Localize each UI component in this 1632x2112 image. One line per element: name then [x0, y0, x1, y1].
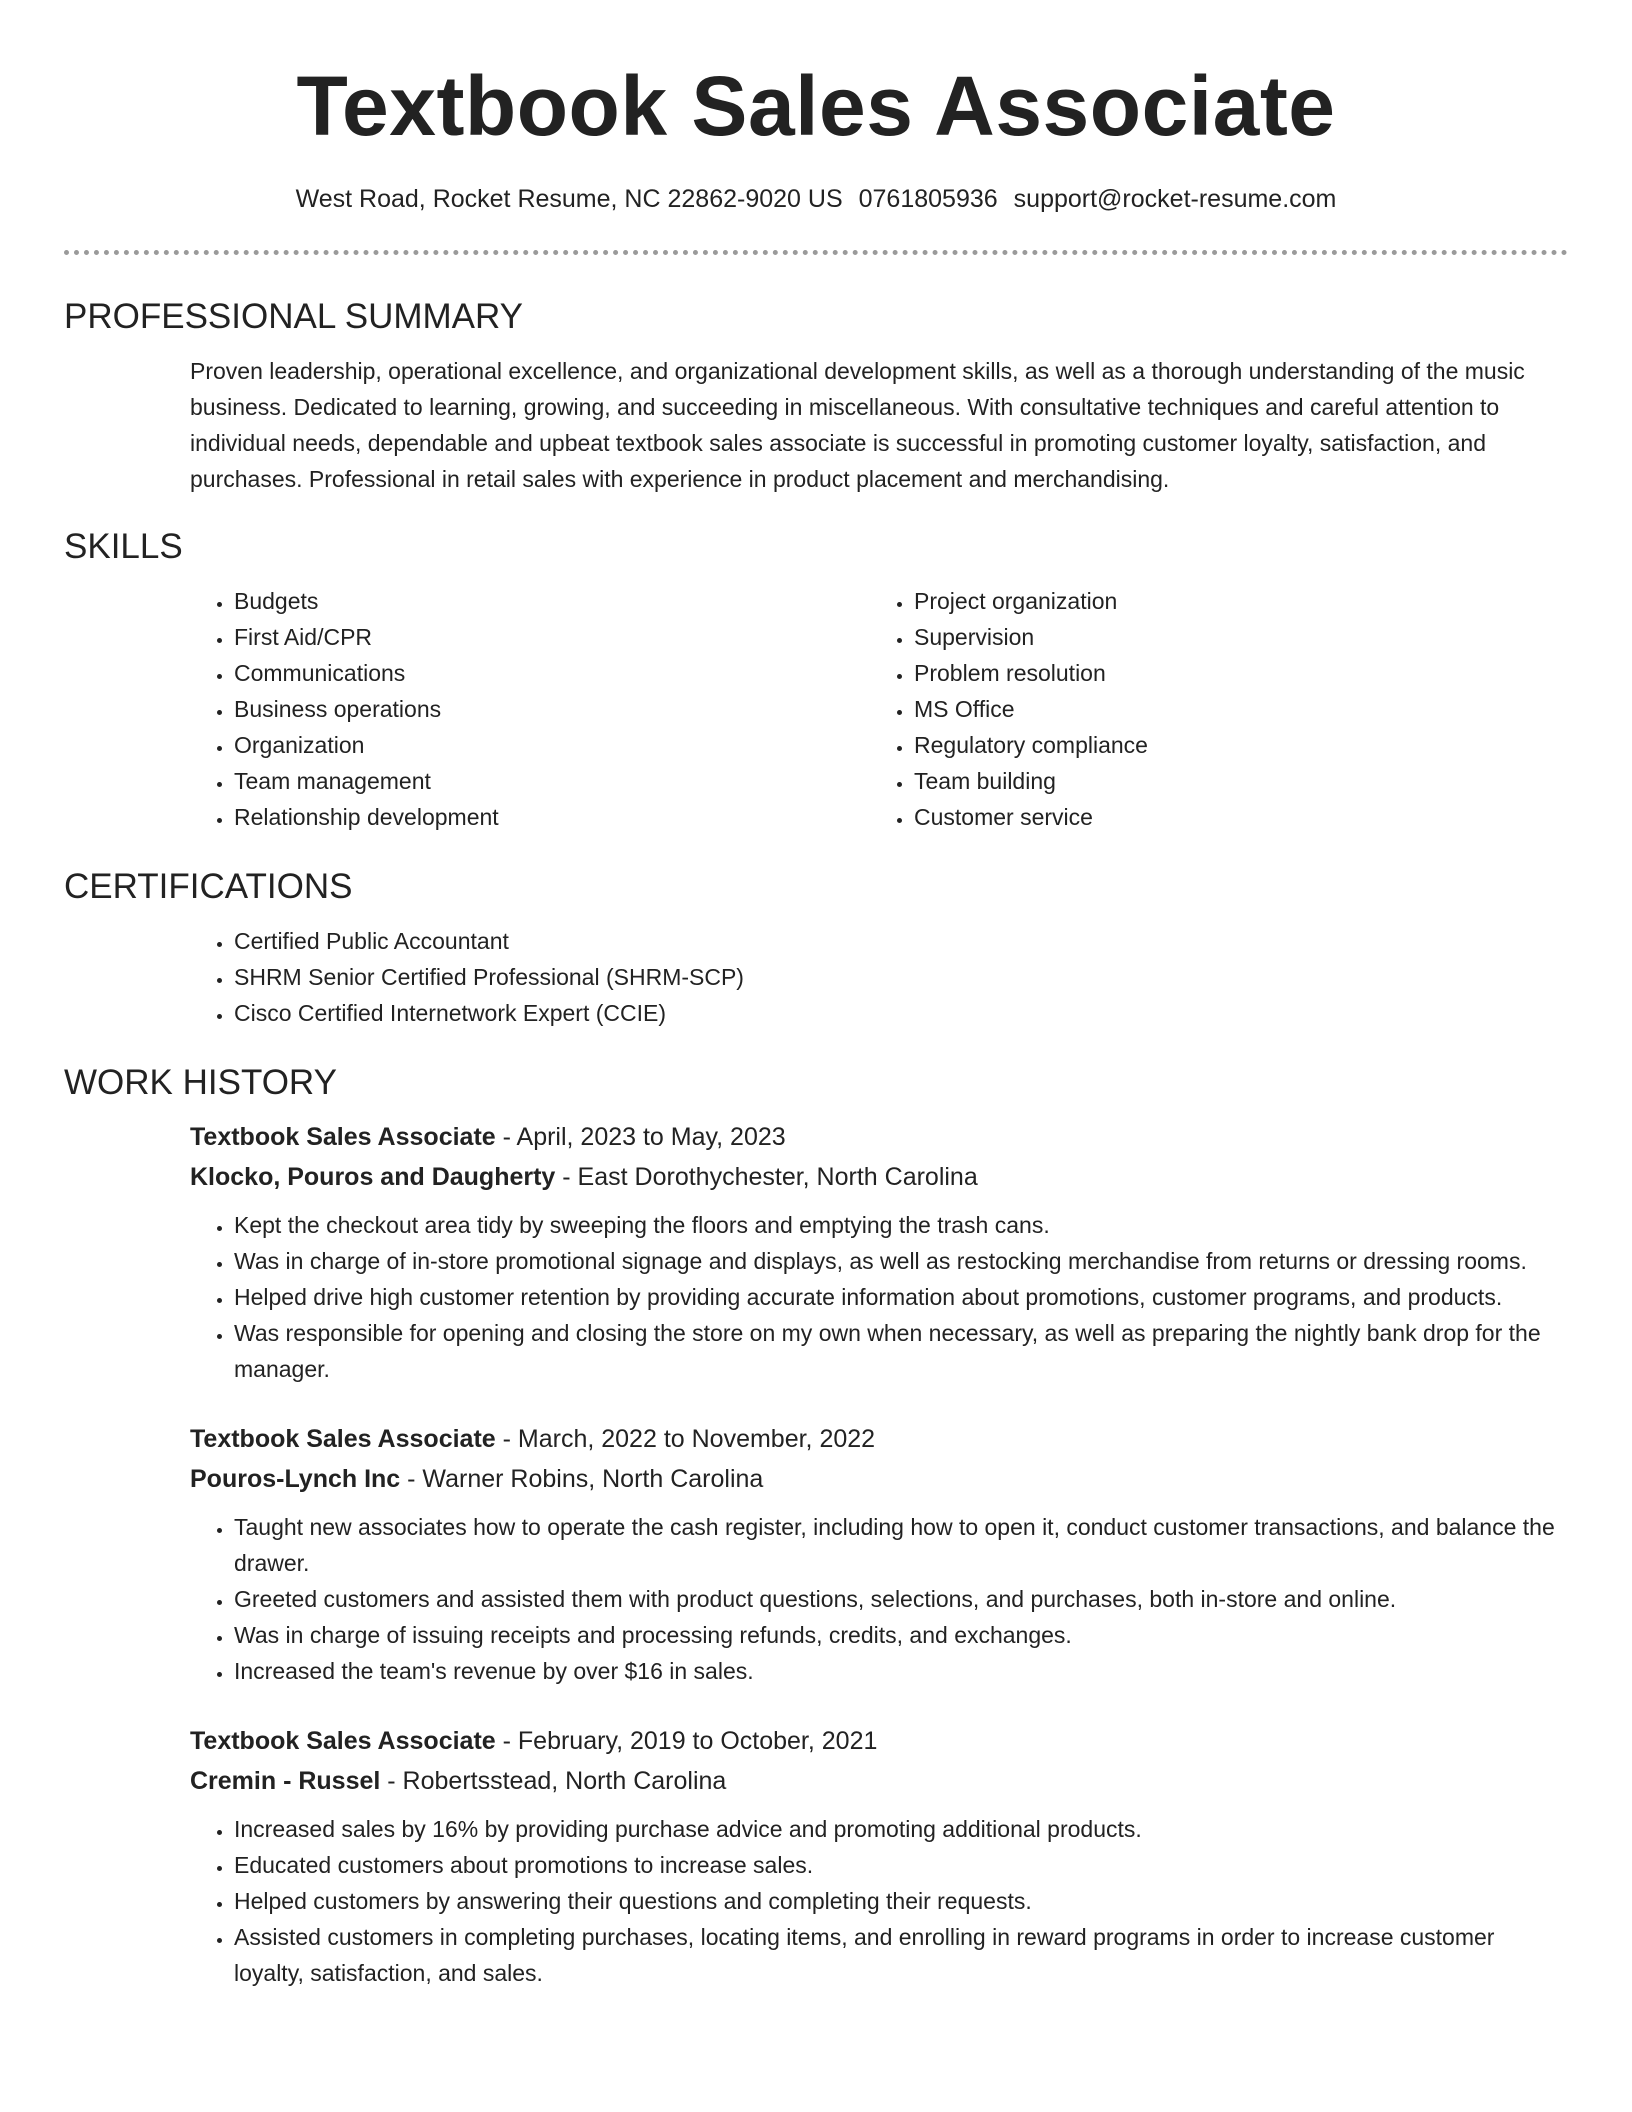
job-bullet: • Greeted customers and assisted them with product questions, selections, and purchases, both in-store and online. — [234, 1581, 1568, 1617]
job-location: - Robertsstead, North Carolina — [380, 1767, 727, 1795]
skill-item: • First Aid/CPR — [234, 619, 870, 655]
job-dates: - April, 2023 to May, 2023 — [495, 1123, 786, 1151]
skill-item: • Business operations — [234, 691, 870, 727]
certification-item: • Cisco Certified Internetwork Expert (CCIE) — [234, 995, 1568, 1031]
certifications-list — [190, 923, 1568, 1031]
job-role: Textbook Sales Associate — [190, 1727, 496, 1755]
job-role: Textbook Sales Associate — [190, 1425, 496, 1453]
skill-item: • Communications — [234, 655, 870, 691]
job-bullet: • Helped drive high customer retention by providing accurate information about promotions, customer programs, and products. — [234, 1279, 1568, 1315]
skill-item: • Problem resolution — [914, 655, 1550, 691]
job-bullet: • Was responsible for opening and closing the store on my own when necessary, as well as preparing the nightly bank drop for the manager. — [234, 1315, 1568, 1387]
summary-heading: PROFESSIONAL SUMMARY — [64, 297, 523, 336]
contact-phone: 0761805936 — [858, 185, 998, 213]
skill-item: • Organization — [234, 727, 870, 763]
job-title-line — [190, 1117, 1568, 1157]
contact-email: support@rocket-resume.com — [1013, 185, 1337, 213]
job-title-line — [190, 1419, 1568, 1459]
skill-item: • Budgets — [234, 583, 870, 619]
skill-item: • Project organization — [914, 583, 1550, 619]
job-bullets — [190, 1811, 1568, 1991]
job-company-line — [190, 1157, 1568, 1197]
job-bullet: • Helped customers by answering their questions and completing their requests. — [234, 1883, 1568, 1919]
job-entry — [190, 1117, 1568, 1387]
job-company: Pouros-Lynch Inc — [190, 1465, 401, 1493]
skills-column-left — [190, 583, 870, 835]
skill-item: • Regulatory compliance — [914, 727, 1550, 763]
job-entry — [190, 1419, 1568, 1689]
job-bullets — [190, 1509, 1568, 1689]
job-company: Cremin - Russel — [190, 1767, 381, 1795]
job-dates: - March, 2022 to November, 2022 — [495, 1425, 876, 1453]
job-company-line — [190, 1761, 1568, 1801]
job-bullet: • Was in charge of in-store promotional signage and displays, as well as restocking merchandise from returns or dressing rooms. — [234, 1243, 1568, 1279]
certification-item: • SHRM Senior Certified Professional (SHRM-SCP) — [234, 959, 1568, 995]
job-dates: - February, 2019 to October, 2021 — [495, 1727, 878, 1755]
header-divider — [64, 250, 1568, 255]
job-company-line — [190, 1459, 1568, 1499]
summary-text: Proven leadership, operational excellence, and organizational development skills, as well as a thorough understanding of the music business. Dedicated to learning, growing, and succeeding in miscellaneous. With consultative techniques and careful attention to individual needs, dependable and upbeat textbook sales associate is successful in promoting customer loyalty, satisfaction, and purchases. Professional in retail sales with experience in product placement and merchandising. — [190, 358, 1525, 492]
skill-item: • Relationship development — [234, 799, 870, 835]
job-company: Klocko, Pouros and Daugherty — [190, 1163, 556, 1191]
skill-item: • Team management — [234, 763, 870, 799]
job-role: Textbook Sales Associate — [190, 1123, 496, 1151]
skill-item: • Supervision — [914, 619, 1550, 655]
job-bullet: • Was in charge of issuing receipts and processing refunds, credits, and exchanges. — [234, 1617, 1568, 1653]
work-history-heading: WORK HISTORY — [64, 1063, 337, 1102]
job-bullet: • Educated customers about promotions to increase sales. — [234, 1847, 1568, 1883]
contact-address: West Road, Rocket Resume, NC 22862-9020 US — [295, 185, 843, 213]
skills-column-right — [870, 583, 1550, 835]
job-bullets — [190, 1207, 1568, 1387]
certifications-heading: CERTIFICATIONS — [64, 867, 353, 906]
job-location: - East Dorothychester, North Carolina — [555, 1163, 978, 1191]
skills-list — [190, 583, 1568, 835]
skill-item: • Customer service — [914, 799, 1550, 835]
job-location: - Warner Robins, North Carolina — [400, 1465, 764, 1493]
job-bullet: • Increased sales by 16% by providing purchase advice and promoting additional products. — [234, 1811, 1568, 1847]
job-bullet: • Assisted customers in completing purchases, locating items, and enrolling in reward programs in order to increase customer loyalty, satisfaction, and sales. — [234, 1919, 1568, 1991]
resume-page — [64, 0, 1568, 1991]
skill-item: • Team building — [914, 763, 1550, 799]
skills-heading: SKILLS — [64, 527, 183, 566]
contact-line — [64, 182, 1568, 216]
job-bullet: • Taught new associates how to operate the cash register, including how to open it, conduct customer transactions, and balance the drawer. — [234, 1509, 1568, 1581]
job-title-line — [190, 1721, 1568, 1761]
job-entry — [190, 1721, 1568, 1991]
job-bullet: • Increased the team's revenue by over $16 in sales. — [234, 1653, 1568, 1689]
certification-item: • Certified Public Accountant — [234, 923, 1568, 959]
page-title: Textbook Sales Associate — [296, 59, 1336, 153]
skill-item: • MS Office — [914, 691, 1550, 727]
job-bullet: • Kept the checkout area tidy by sweeping the floors and emptying the trash cans. — [234, 1207, 1568, 1243]
